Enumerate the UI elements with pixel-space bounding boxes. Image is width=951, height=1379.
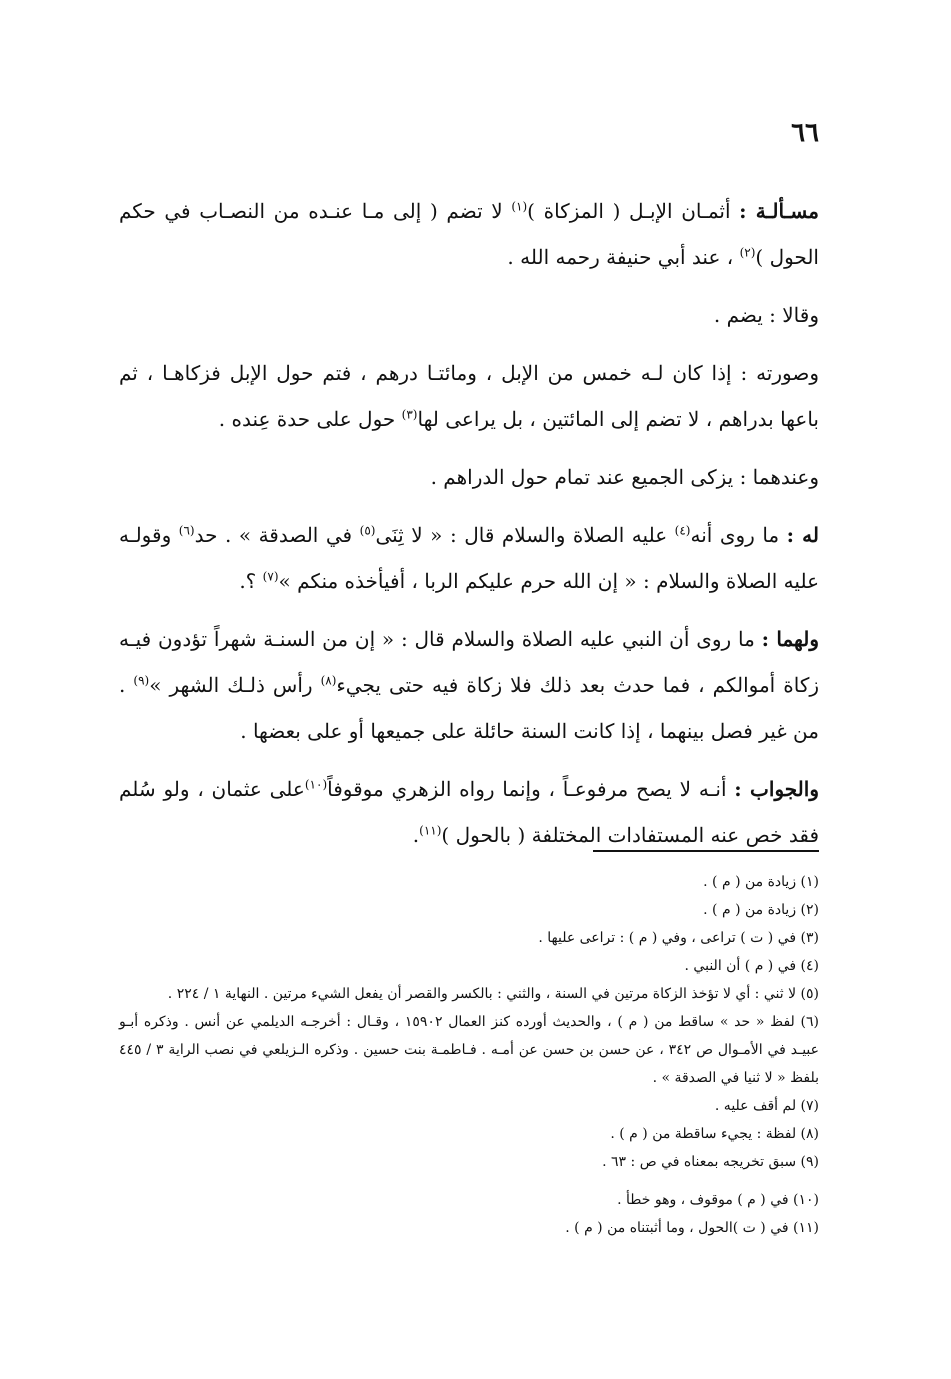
footnote-marker: (٦) bbox=[178, 523, 195, 538]
paragraph-text: ما روى أنه bbox=[690, 523, 787, 547]
paragraph-text: رأس ذلـك الشهر » bbox=[149, 673, 321, 697]
footnote: (١١) في ( ت )الحول ، وما أثبتناه من ( م ) . bbox=[565, 1220, 819, 1236]
footnote-marker: (١١) bbox=[419, 823, 442, 838]
paragraph-text: حول على حدة عِنده . bbox=[218, 407, 402, 431]
paragraph bbox=[119, 350, 819, 442]
footnote: (٦) لفظ « حد » ساقط من ( م ) ، والحديث أورده كنز العمال ١٥٩٠٢ ، وقـال : أخرجـه الديلمي عن أنس . وذكره أبـو عبيـد في الأمـوال ص ٣٤٢ ، عن حسن بن حسن عن أمـه . فـاطمـة بنت حسين . وذكره الـزيلعي في نصب الراية ٣ / ٤٤٥ بلفظ « لا ثنيا في الصدقة » . bbox=[119, 1014, 820, 1086]
page-number: ٦٦ bbox=[791, 118, 819, 148]
paragraph-text: وقولـه عليه الصلاة والسلام : « إن الله حرم عليكم الربا ، أفيأخذه منكم » bbox=[119, 523, 819, 593]
paragraph-text: . من غير فصل بينهما ، إذا كانت السنة حائلة على جميعها أو على بعضها . bbox=[119, 673, 819, 743]
footnote-separator bbox=[593, 850, 819, 852]
paragraph bbox=[119, 616, 819, 754]
footnote: (١) زيادة من ( م ) . bbox=[703, 874, 819, 890]
footnote-marker: (٥) bbox=[359, 523, 376, 538]
footnote: (٢) زيادة من ( م ) . bbox=[703, 902, 819, 918]
paragraph-text: ما روى أن النبي عليه الصلاة والسلام قال : « إن من السنـة شهراً تؤدون فيـه زكاة أموالكم ، فما حدث بعد ذلك فلا زكاة فيه حتى يجيء bbox=[119, 627, 819, 697]
paragraph bbox=[119, 512, 819, 604]
footnote: (٨) لفظة : يجيء ساقطة من ( م ) . bbox=[610, 1126, 819, 1142]
footnote-marker: (٨) bbox=[320, 673, 337, 688]
paragraph-text: وصورته : إذا كان لـه خمس من الإبل ، ومائتـا درهم ، فتم حول الإبل فزكاهـا ، ثم باعها بدراهم ، لا تضم إلى المائتين ، بل يراعى لها bbox=[119, 361, 819, 431]
paragraph-lead: ولهما : bbox=[761, 627, 819, 651]
footnote-marker: (٩) bbox=[133, 673, 150, 688]
footnote: (٥) لا ثني : أي لا تؤخذ الزكاة مرتين في السنة ، والثني : بالكسر والقصر أن يفعل الشيء مرتين . النهاية ١ / ٢٢٤ . bbox=[167, 986, 819, 1002]
paragraph-lead: له : bbox=[786, 523, 819, 547]
footnotes bbox=[119, 868, 819, 1242]
paragraph-text: عليه الصلاة والسلام قال : « لا ثِنَى bbox=[375, 523, 675, 547]
footnote-marker: (٢) bbox=[739, 245, 756, 260]
paragraph-text: في الصدقة » . حد bbox=[194, 523, 360, 547]
paragraph-text: على عثمان ، ولو سُلم فقد خص عنه المستفادات المختلفة ( بالحول ) bbox=[119, 777, 819, 847]
main-text bbox=[119, 188, 819, 870]
paragraph-text: أثمـان الإبـل ( المزكاة ) bbox=[527, 199, 740, 223]
paragraph-text: وعندهما : يزكى الجميع عند تمام حول الدراهم . bbox=[430, 465, 819, 489]
footnote: (٧) لم أقف عليه . bbox=[714, 1098, 819, 1114]
footnote: (١٠) في ( م ) موقوف ، وهو خطأ . bbox=[617, 1192, 819, 1208]
paragraph-lead: مسـألـة : bbox=[739, 199, 819, 223]
paragraph bbox=[119, 766, 819, 858]
footnote: (٩) سبق تخريجه بمعناه في ص : ٦٣ . bbox=[602, 1154, 819, 1170]
footnote: (٣) في ( ت ) تراعى ، وفي ( م ) : تراعى عليها . bbox=[538, 930, 819, 946]
paragraph bbox=[119, 292, 819, 338]
paragraph-lead: والجواب : bbox=[734, 777, 819, 801]
footnote-marker: (٧) bbox=[262, 569, 279, 584]
paragraph bbox=[119, 188, 819, 280]
footnote: (٤) في ( م ) أن النبي . bbox=[684, 958, 819, 974]
footnote-marker: (١) bbox=[511, 199, 528, 214]
paragraph-text: وقالا : يضم . bbox=[713, 303, 819, 327]
paragraph-text: لا تضم ( إلى مـا عنـده من النصـاب في حكم الحول ) bbox=[119, 199, 819, 269]
paragraph-text: أنـه لا يصح مرفوعـاً ، وإنما رواه الزهري موقوفاً bbox=[327, 777, 735, 801]
footnote-marker: (٣) bbox=[401, 407, 418, 422]
paragraph-text: . bbox=[412, 823, 420, 847]
paragraph bbox=[119, 454, 819, 500]
footnote-marker: (١٠) bbox=[304, 777, 328, 792]
footnote-marker: (٤) bbox=[674, 523, 691, 538]
paragraph-text: ؟. bbox=[239, 569, 263, 593]
paragraph-text: ، عند أبي حنيفة رحمه الله . bbox=[507, 245, 740, 269]
